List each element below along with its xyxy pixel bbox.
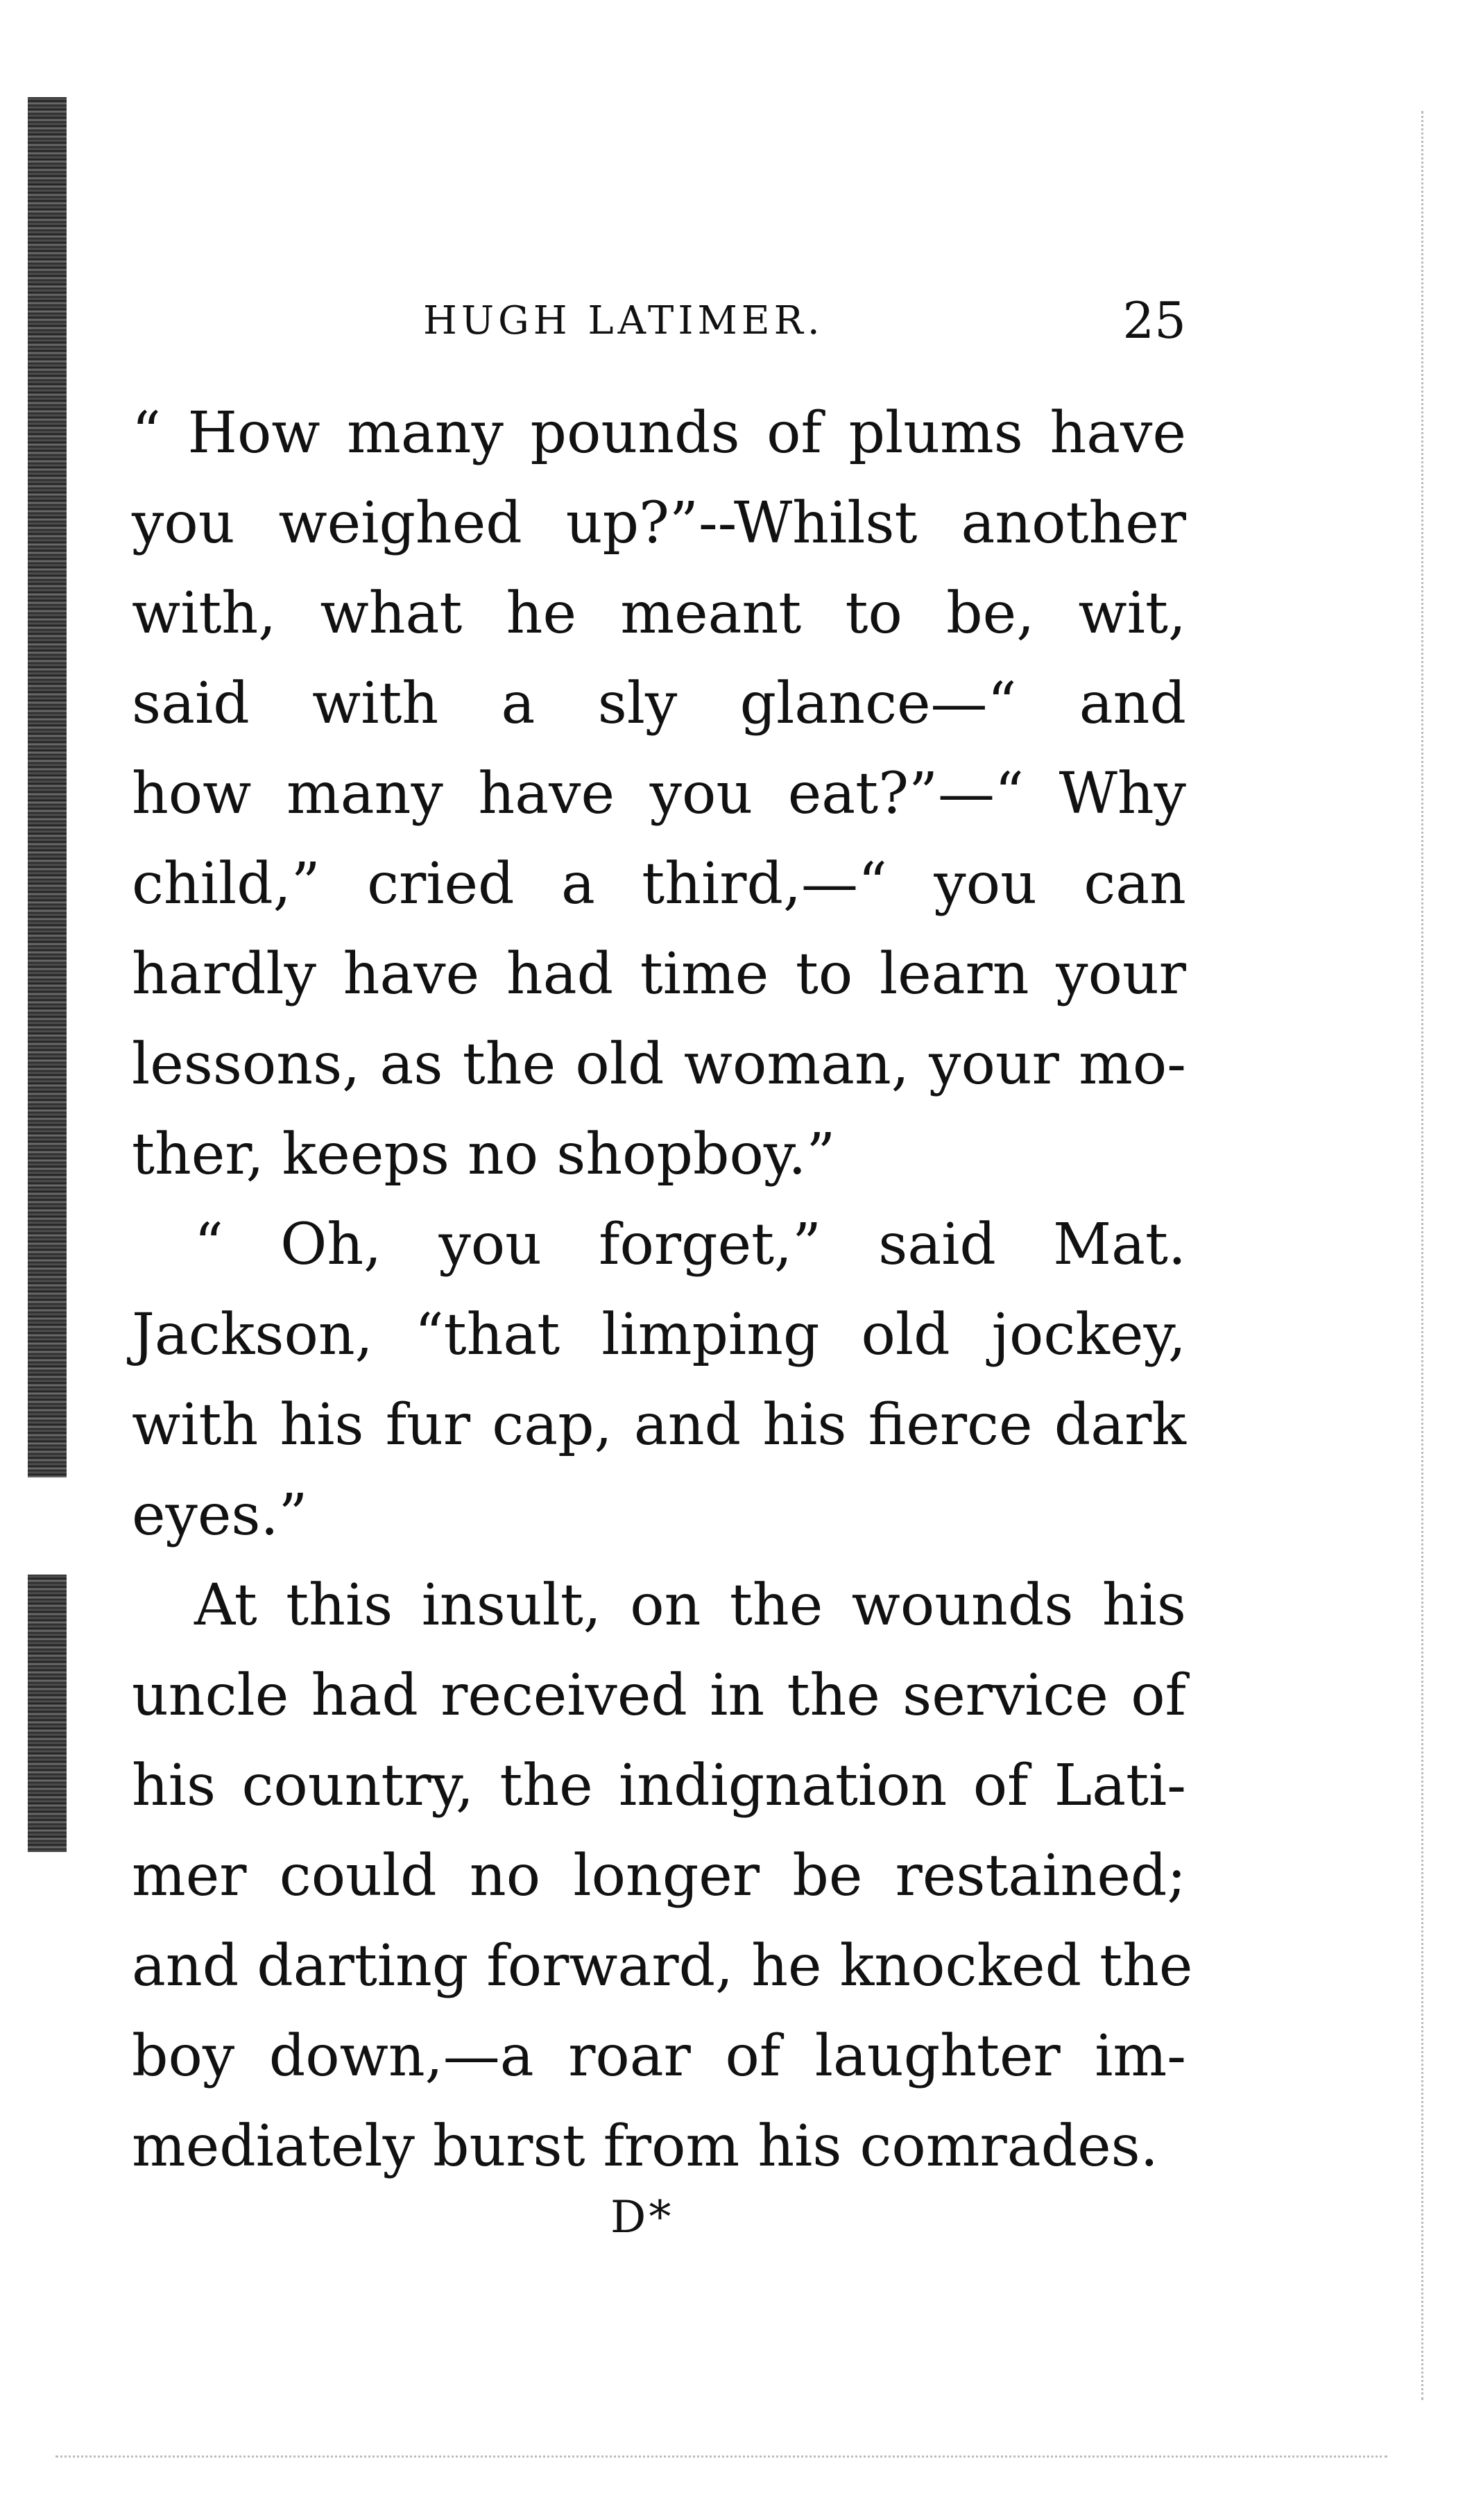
text-line: boy down,—a roar of laughter im- <box>132 2023 1186 2089</box>
text-line: eyes.” <box>132 1482 308 1548</box>
text-line: “ How many pounds of plums have <box>132 400 1186 466</box>
page-edge-bottom <box>55 2455 1387 2458</box>
text-line: Jackson, “that limping old jockey, <box>132 1302 1186 1368</box>
text-line: uncle had received in the service of <box>132 1663 1186 1729</box>
text-line: how many have you eat?”—“ Why <box>132 761 1186 827</box>
page-header <box>132 291 1186 354</box>
text-line: ther, keeps no shopboy.” <box>132 1122 836 1188</box>
page-number: 25 <box>1122 291 1186 350</box>
text-line: At this insult, on the wounds his <box>194 1572 1186 1638</box>
body-text <box>132 388 1193 2192</box>
text-line: mediately burst from his comrades. <box>132 2114 1158 2179</box>
text-line: said with a sly glance—“ and <box>132 671 1186 737</box>
running-head: HUGH LATIMER. <box>423 298 824 343</box>
text-line: hardly have had time to learn your <box>132 941 1186 1007</box>
text-line: with his fur cap, and his fierce dark <box>132 1392 1186 1458</box>
text-line: mer could no longer be restained; <box>132 1843 1186 1909</box>
text-line: child,” cried a third,—“ you can <box>132 851 1186 917</box>
text-line: with, what he meant to be, wit, <box>132 581 1186 646</box>
binding-shadow-bottom <box>28 1575 67 1852</box>
text-line: “ Oh, you forget,” said Mat. <box>194 1212 1186 1278</box>
text-line: and darting forward, he knocked the <box>132 1933 1193 1999</box>
text-line: lessons, as the old woman, your mo- <box>132 1031 1186 1097</box>
signature-mark: D* <box>610 2192 674 2243</box>
page-edge-right <box>1421 111 1423 2400</box>
binding-shadow-top <box>28 97 67 1477</box>
text-line: his country, the indignation of Lati- <box>132 1753 1186 1819</box>
text-line: you weighed up?”--Whilst another <box>132 490 1186 556</box>
